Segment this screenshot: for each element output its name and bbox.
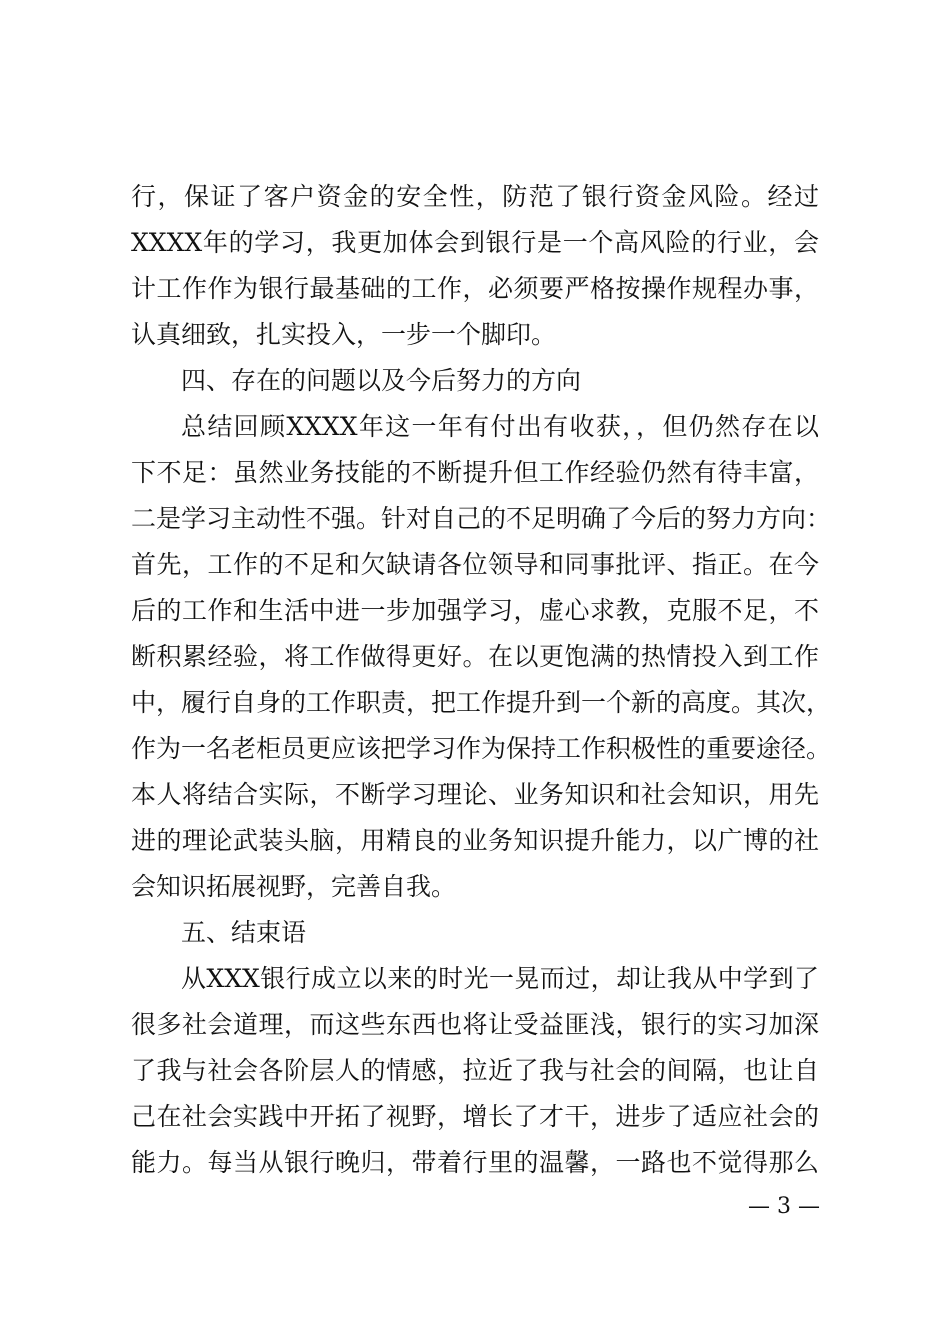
text-line: 本人将结合实际，不断学习理论、业务知识和社会知识，用先 [131,780,819,809]
text-line: 计工作作为银行最基础的工作，必须要严格按操作规程办事， [131,274,819,303]
text-line: 作为一名老柜员更应该把学习作为保持工作积极性的重要途径。 [131,734,832,763]
text-line: 断积累经验，将工作做得更好。在以更饱满的热情投入到工作 [131,642,819,671]
page-number: — 3 — [748,1194,820,1219]
text-line: 中，履行自身的工作职责，把工作提升到一个新的高度。其次， [131,688,832,717]
text-line: 很多社会道理，而这些东西也将让受益匪浅，银行的实习加深 [131,1010,819,1039]
text-line: 进的理论武装头脑，用精良的业务知识提升能力，以广博的社 [131,826,819,855]
document-body [131,174,832,1186]
text-line: 会知识拓展视野，完善自我。 [131,872,457,901]
text-line: 从XXX银行成立以来的时光一晃而过，却让我从中学到了 [181,964,819,993]
text-line: 认真细致，扎实投入，一步一个脚印。 [131,320,557,349]
text-line: 总结回顾XXXX年这一年有付出有收获，，但仍然存在以 [181,412,819,441]
section-heading: 四、存在的问题以及今后努力的方向 [181,366,582,395]
text-line: XXXX年的学习，我更加体会到银行是一个高风险的行业，会 [131,228,819,257]
text-line: 能力。每当从银行晚归，带着行里的温馨，一路也不觉得那么 [131,1148,819,1177]
text-line: 己在社会实践中开拓了视野，增长了才干，进步了适应社会的 [131,1102,819,1131]
text-line: 行，保证了客户资金的安全性，防范了银行资金风险。经过 [131,182,819,211]
text-line: 后的工作和生活中进一步加强学习，虚心求教，克服不足，不 [131,596,819,625]
section-heading: 五、结束语 [181,918,307,947]
text-line: 了我与社会各阶层人的情感，拉近了我与社会的间隔，也让自 [131,1056,819,1085]
text-line: 首先，工作的不足和欠缺请各位领导和同事批评、指正。在今 [131,550,819,579]
text-line: 下不足：虽然业务技能的不断提升但工作经验仍然有待丰富， [131,458,819,487]
text-line: 二是学习主动性不强。针对自己的不足明确了今后的努力方向： [131,504,832,533]
